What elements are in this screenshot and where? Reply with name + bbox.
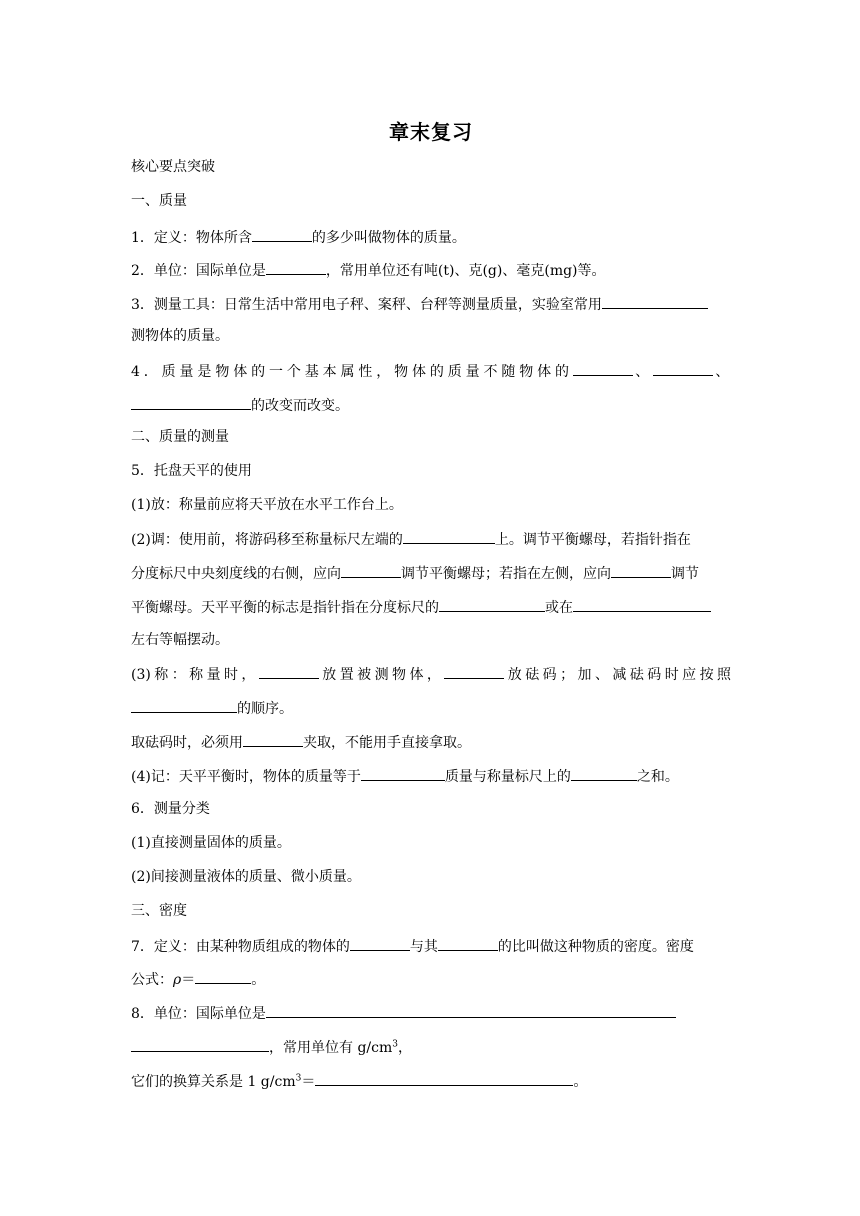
fill-blank[interactable] <box>573 597 711 612</box>
item-8-conversion <box>131 1071 731 1091</box>
item-3-tool <box>131 294 731 314</box>
fill-blank[interactable] <box>131 698 237 713</box>
text: 与其 <box>409 939 438 955</box>
item-2-unit <box>131 260 731 280</box>
fill-blank[interactable] <box>243 732 303 747</box>
fill-blank[interactable] <box>259 664 319 679</box>
fill-blank[interactable] <box>403 529 495 544</box>
page-title: 章末复习 <box>389 120 473 144</box>
item-7-formula <box>131 969 731 989</box>
text: 放砝码；加、减砝码时应按照 <box>504 667 732 683</box>
text: ＝ <box>301 1074 316 1090</box>
item-5-4 <box>131 766 731 786</box>
item-6-2: (2)间接测量液体的质量、微小质量。 <box>131 869 361 885</box>
item-6-classify: 6．测量分类 <box>131 801 210 817</box>
heading-density: 三、密度 <box>131 903 187 919</box>
item-7-definition <box>131 936 731 956</box>
item-5-3-line2 <box>131 698 731 718</box>
heading-measure: 二、质量的测量 <box>131 429 229 445</box>
section-core-heading: 核心要点突破 <box>131 159 215 175</box>
fill-blank[interactable] <box>439 597 545 612</box>
item-5-balance: 5．托盘天平的使用 <box>131 463 252 479</box>
text: 、 <box>632 364 654 380</box>
text: 3．测量工具：日常生活中常用电子秤、案秤、台秤等测量质量，实验室常用 <box>131 297 602 313</box>
item-5-1: (1)放：称量前应将天平放在水平工作台上。 <box>131 497 403 513</box>
item-8-unit <box>131 1003 731 1023</box>
item-6-1: (1)直接测量固体的质量。 <box>131 835 291 851</box>
fill-blank[interactable] <box>602 294 708 309</box>
fill-blank[interactable] <box>266 1003 676 1018</box>
item-5-3-line1 <box>131 664 731 684</box>
text: 4．质量是物体的一个基本属性，物体的质量不随物体的 <box>131 364 573 380</box>
fill-blank[interactable] <box>315 1071 573 1086</box>
text: 8．单位：国际单位是 <box>131 1006 266 1022</box>
text: 调节平衡螺母；若指在左侧，应向 <box>401 566 611 582</box>
text: 公式： <box>131 972 173 988</box>
text: 或在 <box>545 600 573 616</box>
text: 夹取，不能用手直接拿取。 <box>303 735 471 751</box>
text: 质量与称量标尺上的 <box>444 769 571 785</box>
text: (4)记：天平平衡时，物体的质量等于 <box>131 769 361 785</box>
fill-blank[interactable] <box>653 361 713 376</box>
item-5-2-line3 <box>131 597 731 617</box>
item-4-property <box>131 361 731 381</box>
item-5-2-line1 <box>131 529 731 549</box>
fill-blank[interactable] <box>131 395 251 410</box>
text: 取砝码时，必须用 <box>131 735 243 751</box>
text: 、 <box>713 364 731 380</box>
item-5-2-line2 <box>131 563 731 583</box>
text: (2)调：使用前，将游码移至称量标尺左端的 <box>131 532 403 548</box>
text: 平衡螺母。天平平衡的标志是指针指在分度标尺的 <box>131 600 439 616</box>
fill-blank[interactable] <box>341 563 401 578</box>
item-1-definition <box>131 227 731 247</box>
fill-blank[interactable] <box>438 936 498 951</box>
text: ，常用单位还有吨(t)、克(g)、毫克(mg)等。 <box>325 263 606 279</box>
text: ，常用单位有 g/cm <box>269 1040 393 1056</box>
text: 上。调节平衡螺母，若指针指在 <box>494 532 691 548</box>
text: 的多少叫做物体的质量。 <box>311 230 466 246</box>
text: 的改变而改变。 <box>251 398 349 414</box>
fill-blank[interactable] <box>611 563 671 578</box>
text: 的顺序。 <box>237 701 293 717</box>
text: 之和。 <box>636 769 679 785</box>
fill-blank[interactable] <box>573 361 633 376</box>
text: 放置被测物体， <box>318 667 445 683</box>
item-4-property-cont <box>131 395 731 415</box>
rho-symbol: ρ <box>173 972 182 988</box>
fill-blank[interactable] <box>350 936 410 951</box>
text: 它们的换算关系是 1 g/cm <box>131 1074 296 1090</box>
heading-mass: 一、质量 <box>131 193 187 209</box>
superscript: 3 <box>295 1073 302 1084</box>
text: 2．单位：国际单位是 <box>131 263 266 279</box>
text: 7．定义：由某种物质组成的物体的 <box>131 939 350 955</box>
fill-blank[interactable] <box>571 766 637 781</box>
fill-blank[interactable] <box>195 969 251 984</box>
text: 1．定义：物体所含 <box>131 230 252 246</box>
text: (3)称：称量时， <box>131 667 259 683</box>
text: 的比叫做这种物质的密度。密度 <box>497 939 694 955</box>
text: 。 <box>251 972 266 988</box>
text: ， <box>397 1040 412 1056</box>
item-5-2-line4: 左右等幅摆动。 <box>131 632 229 648</box>
fill-blank[interactable] <box>131 1037 269 1052</box>
fill-blank[interactable] <box>266 260 326 275</box>
text: 。 <box>573 1074 588 1090</box>
text: ＝ <box>181 972 196 988</box>
text: 调节 <box>671 566 699 582</box>
text: 分度标尺中央刻度线的右侧，应向 <box>131 566 341 582</box>
superscript: 3 <box>392 1039 398 1050</box>
fill-blank[interactable] <box>252 227 312 242</box>
item-3-tool-cont: 测物体的质量。 <box>131 328 229 344</box>
item-8-unit-cont <box>131 1037 731 1057</box>
fill-blank[interactable] <box>444 664 504 679</box>
fill-blank[interactable] <box>361 766 445 781</box>
item-5-3-line3 <box>131 732 731 752</box>
